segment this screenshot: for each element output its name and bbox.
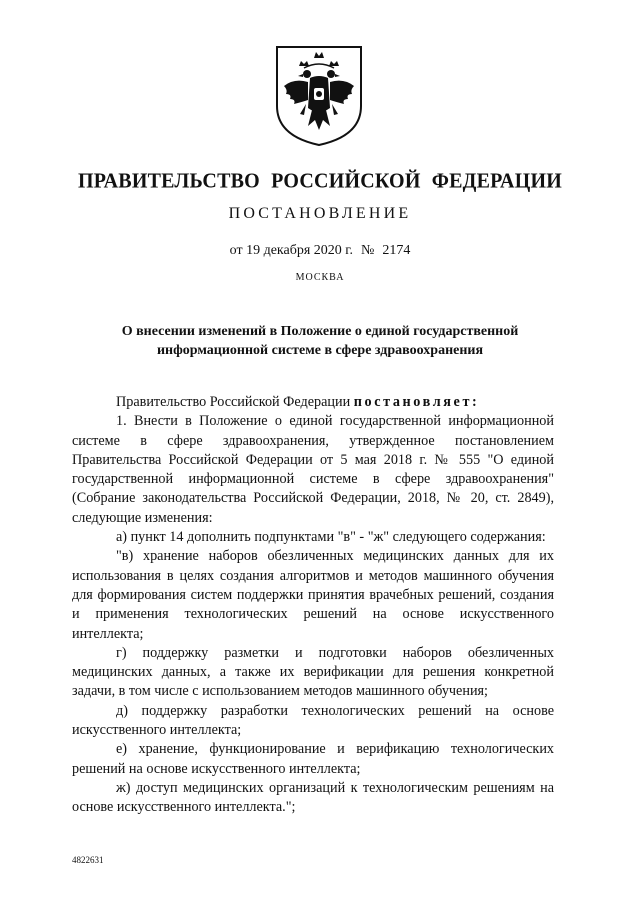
document-type: ПОСТАНОВЛЕНИЕ (228, 205, 412, 222)
document-date-number (0, 243, 640, 259)
russian-coat-of-arms-icon (274, 44, 364, 148)
paragraph-sub-g: г) поддержку разметки и подготовки наборов обезличенных медицинских данных, а также их верификации для решения конкретной задачи, в том числе с использованием методов машинного обучения; (72, 644, 554, 700)
paragraph-sub-d: д) поддержку разработки технологических решений на основе искусственного интеллекта; (72, 702, 554, 739)
paragraph-item-a: а) пункт 14 дополнить подпунктами "в" - "ж" следующего содержания: (116, 529, 546, 546)
subject-line-1: О внесении изменений в Положение о единой государственной (121, 324, 519, 339)
footer-code: 4822631 (72, 855, 104, 865)
paragraph-sub-zh: ж) доступ медицинских организаций к технологическим решениям на основе искусственного интеллекта."; (72, 779, 554, 816)
subject-line-2: информационной системе в сфере здравоохранения (156, 343, 484, 358)
number-sign: № (360, 243, 375, 258)
document-date: от 19 декабря 2020 г. (229, 243, 353, 258)
paragraph-sub-v: "в) хранение наборов обезличенных медицинских данных для их использования в целях создания алгоритмов и методов машинного обучения для формирования систем поддержки принятия врачебных решений, создания и применения технологических решений на основе искусственного интеллекта; (72, 548, 554, 642)
document-number: 2174 (382, 243, 411, 258)
document-body (72, 393, 554, 818)
intro-text: Правительство Российской Федерации (116, 394, 354, 410)
document-subject (60, 322, 580, 360)
intro-paragraph (72, 393, 554, 412)
paragraph-sub-e: е) хранение, функционирование и верификацию технологических решений на основе искусственного интеллекта; (72, 741, 554, 777)
government-title: ПРАВИТЕЛЬСТВО РОССИЙСКОЙ ФЕДЕРАЦИИ (78, 169, 562, 193)
city: МОСКВА (295, 272, 345, 283)
paragraph-item-1: 1. Внести в Положение о единой государственной информационной системе в сфере здравоохранения, утвержденное постановлением Правительства Российской Федерации от 5 мая 2018 г. № 555 "О единой государственной информационной системе в сфере здравоохранения" (Собрание законодательства Российской Федерации, 2018, № 20, ст. 2849), следующие изменения: (72, 413, 554, 526)
decree-word: постановляет: (353, 394, 480, 410)
